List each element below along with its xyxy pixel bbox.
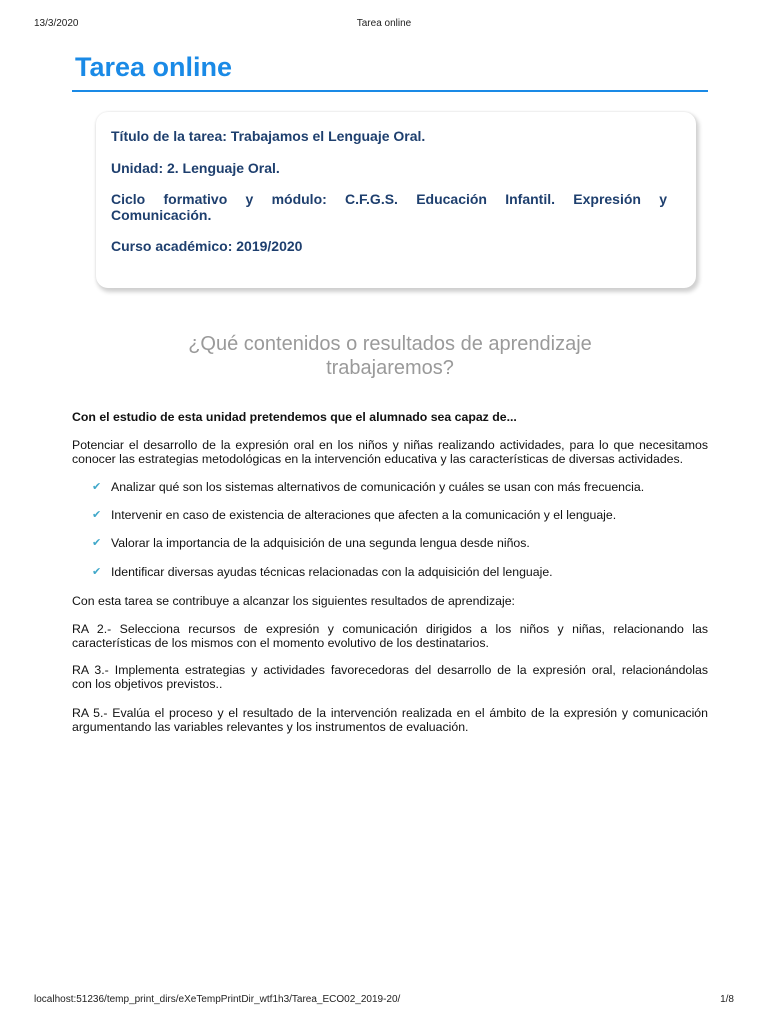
objective-paragraph — [72, 438, 708, 466]
print-title: Tarea online — [356, 18, 412, 29]
section-heading-line1: ¿Qué contenidos o resultados de aprendizaje — [188, 333, 592, 355]
list-item — [92, 565, 708, 579]
list-item — [92, 480, 708, 494]
page-title: Tarea online — [75, 52, 233, 82]
task-course: Curso académico: 2019/2020 — [111, 238, 303, 254]
ra5-paragraph — [72, 706, 708, 734]
list-item-text: Valorar la importancia de la adquisición de una segunda lengua desde niños. — [111, 536, 530, 550]
task-title: Título de la tarea: Trabajamos el Lenguaje Oral. — [111, 128, 426, 144]
check-icon: ✔ — [92, 509, 102, 521]
check-icon: ✔ — [92, 481, 102, 493]
title-divider — [72, 90, 708, 92]
ra2-line2: características de los mismos con el momento evolutivo de los destinatarios. — [72, 636, 489, 650]
section-heading-line2: trabajaremos? — [326, 357, 454, 379]
check-icon: ✔ — [92, 566, 102, 578]
list-item-text: Analizar qué son los sistemas alternativos de comunicación y cuáles se usan con más frecuencia. — [111, 480, 645, 494]
ra5-line1: RA 5.- Evalúa el proceso y el resultado de la intervención realizada en el ámbito de la expresión y comunicación — [72, 706, 708, 720]
ra3-line1: RA 3.- Implementa estrategias y actividades favorecedoras del desarrollo de la expresión oral, relacionándolas — [72, 663, 708, 677]
ra3-paragraph — [72, 663, 708, 691]
ra3-line2: con los objetivos previstos.. — [72, 677, 223, 691]
ra2-line1: RA 2.- Selecciona recursos de expresión y comunicación dirigidos a los niños y niñas, relacionando las — [72, 622, 708, 636]
results-intro: Con esta tarea se contribuye a alcanzar los siguientes resultados de aprendizaje: — [72, 594, 515, 608]
objective-paragraph-line1: Potenciar el desarrollo de la expresión oral en los niños y niñas realizando actividades, para lo que necesitamos — [72, 438, 708, 452]
task-cycle-line1: Ciclo formativo y módulo: C.F.G.S. Educación Infantil. Expresión y — [111, 191, 667, 207]
objective-paragraph-line2: conocer las estrategias metodológicas en la intervención educativa y las características de diversas actividades. — [72, 452, 684, 466]
print-url: localhost:51236/temp_print_dirs/eXeTempPrintDir_wtf1h3/Tarea_ECO02_2019-20/ — [34, 994, 401, 1005]
print-page-number: 1/8 — [720, 994, 734, 1005]
ra2-paragraph — [72, 622, 708, 650]
list-item-text: Identificar diversas ayudas técnicas relacionadas con la adquisición del lenguaje. — [111, 565, 553, 579]
print-date: 13/3/2020 — [34, 18, 79, 29]
list-item — [92, 508, 708, 522]
task-unit: Unidad: 2. Lenguaje Oral. — [111, 160, 280, 176]
check-icon: ✔ — [92, 537, 102, 549]
ra5-line2: argumentando las variables relevantes y los instrumentos de evaluación. — [72, 720, 469, 734]
task-cycle-line2: Comunicación. — [111, 207, 212, 223]
list-item — [92, 536, 708, 550]
list-item-text: Intervenir en caso de existencia de alteraciones que afecten a la comunicación y el lenguaje. — [111, 508, 617, 522]
intro-text: Con el estudio de esta unidad pretendemos que el alumnado sea capaz de... — [72, 410, 517, 424]
section-heading — [72, 332, 708, 380]
